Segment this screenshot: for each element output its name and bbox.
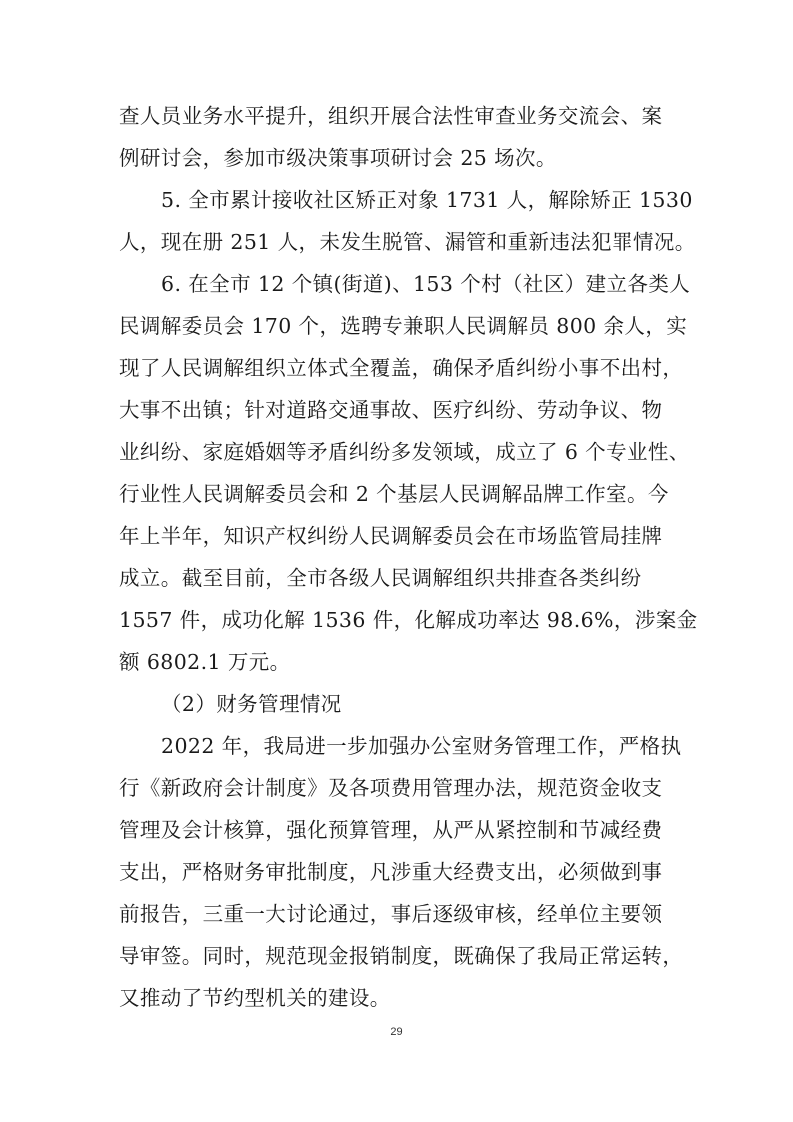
text-line: 民调解委员会 170 个，选聘专兼职人民调解员 800 余人，实 <box>119 314 688 338</box>
text-line: 年上半年，知识产权纠纷人民调解委员会在市场监管局挂牌 <box>119 524 663 548</box>
text-line: 行业性人民调解委员会和 2 个基层人民调解品牌工作室。今 <box>119 482 669 506</box>
text-line: 行《新政府会计制度》及各项费用管理办法，规范资金收支 <box>119 776 663 800</box>
text-line: 管理及会计核算，强化预算管理，从严从紧控制和节减经费 <box>119 818 663 842</box>
text-line: 额 6802.1 万元。 <box>119 650 291 674</box>
text-line: 业纠纷、家庭婚姻等矛盾纠纷多发领域，成立了 6 个专业性、 <box>119 440 690 464</box>
text-line: 又推动了节约型机关的建设。 <box>119 986 391 1010</box>
page-number: 29 <box>390 1026 403 1038</box>
text-line: 导审签。同时，规范现金报销制度，既确保了我局正常运转， <box>119 944 684 968</box>
text-line: 支出，严格财务审批制度，凡涉重大经费支出，必须做到事 <box>119 860 663 884</box>
text-line: 1557 件，成功化解 1536 件，化解成功率达 98.6%，涉案金 <box>119 608 698 632</box>
text-line: 现了人民调解组织立体式全覆盖，确保矛盾纠纷小事不出村， <box>119 356 684 380</box>
text-line: 6. 在全市 12 个镇(街道)、153 个村（社区）建立各类人 <box>161 272 691 296</box>
text-line: 成立。截至目前，全市各级人民调解组织共排查各类纠纷 <box>119 566 642 590</box>
text-line: 2022 年，我局进一步加强办公室财务管理工作，严格执 <box>161 734 682 758</box>
text-line: 前报告，三重一大讨论通过，事后逐级审核，经单位主要领 <box>119 902 663 926</box>
text-line: 大事不出镇；针对道路交通事故、医疗纠纷、劳动争议、物 <box>119 398 663 422</box>
text-line: 查人员业务水平提升，组织开展合法性审查业务交流会、案 <box>119 104 663 128</box>
text-line: 例研讨会，参加市级决策事项研讨会 25 场次。 <box>119 146 557 170</box>
text-line: 人，现在册 251 人，未发生脱管、漏管和重新违法犯罪情况。 <box>119 230 696 254</box>
section-heading: （2）财务管理情况 <box>161 692 342 716</box>
text-line: 5. 全市累计接收社区矫正对象 1731 人，解除矫正 1530 <box>161 188 693 212</box>
